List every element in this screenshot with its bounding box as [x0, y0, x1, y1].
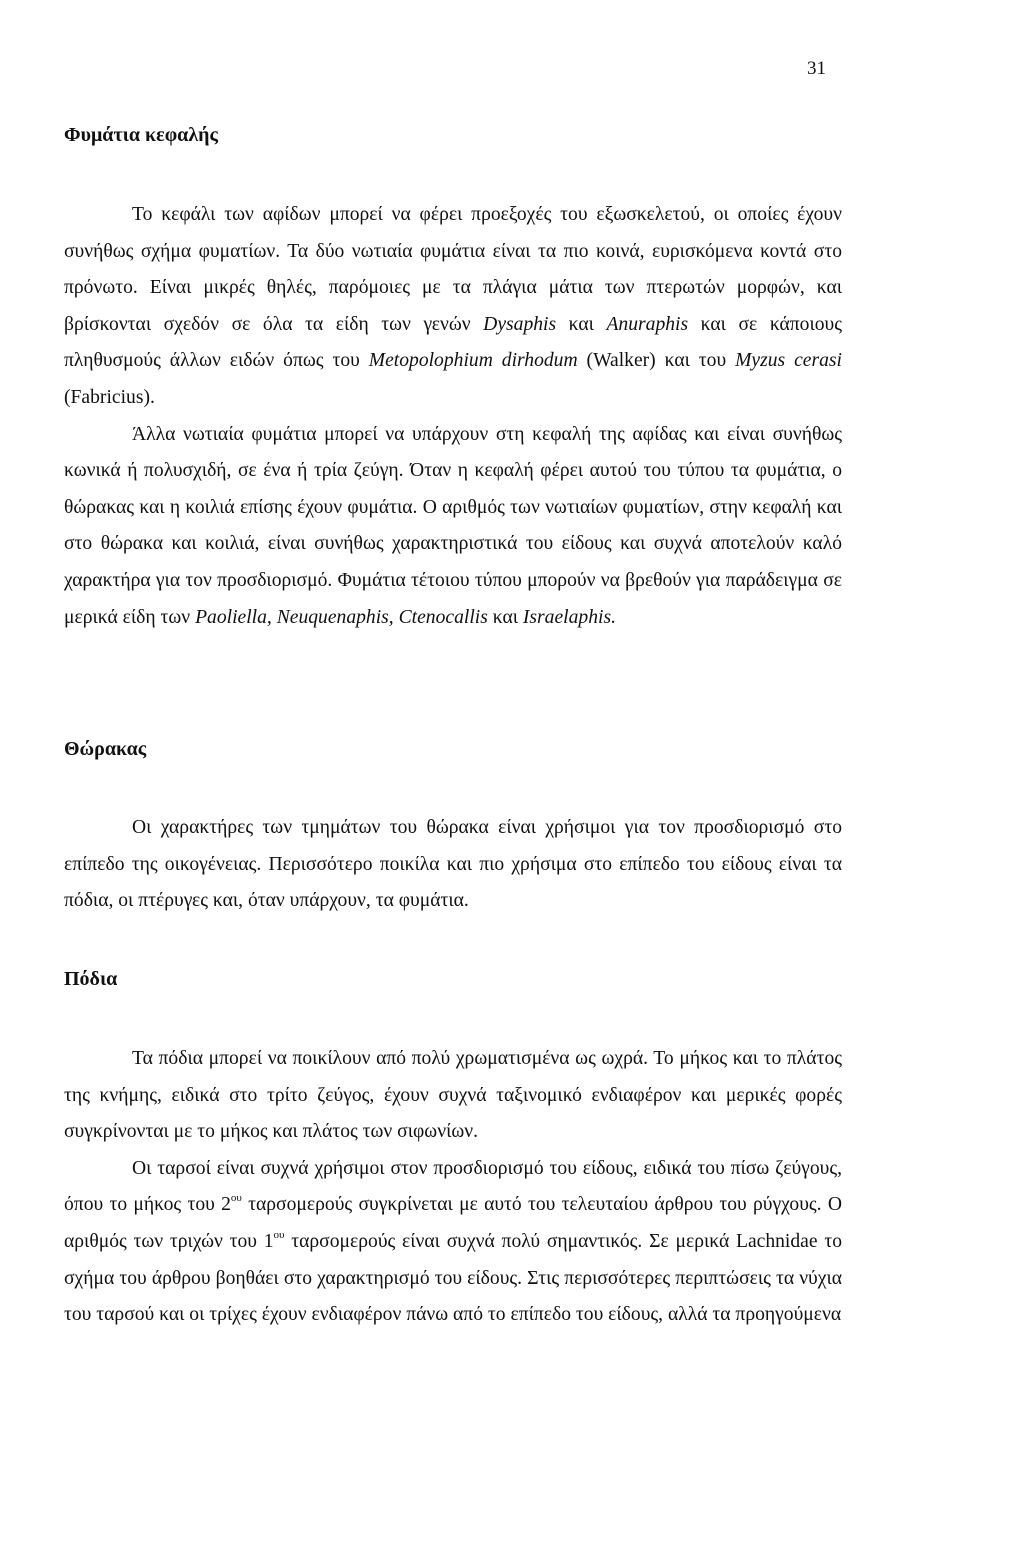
taxon-name: Metopolophium dirhodum: [368, 350, 578, 372]
text-run: και σε κάποιους πληθυσμούς άλλων ειδών όπως του: [64, 313, 842, 372]
paragraph: [64, 1151, 842, 1334]
text-run: Οι ταρσοί είναι συχνά χρήσιμοι στον προσδιορισμό του είδους, ειδικά του πίσω ζεύγους, όπου το μήκος του 2: [64, 1157, 842, 1216]
text-run: (Fabricius).: [64, 386, 155, 408]
taxon-name: Myzus cerasi: [735, 350, 842, 372]
section-body-head-tubercles: [64, 197, 842, 636]
paragraph: [64, 417, 842, 637]
section-title-thorax: Θώρακας: [64, 738, 147, 760]
page-number: 31: [807, 58, 826, 79]
text-run: (Walker) και του: [577, 350, 736, 372]
paragraph: [64, 810, 842, 920]
taxon-name: Paoliella, Neuquenaphis, Ctenocallis: [195, 606, 488, 628]
paragraph: [64, 1041, 842, 1151]
paragraph: [64, 197, 842, 417]
section-body-thorax: [64, 810, 842, 920]
text-run: και: [556, 313, 607, 335]
section-title-legs: Πόδια: [64, 968, 118, 990]
text-run: Άλλα νωτιαία φυμάτια μπορεί να υπάρχουν στη κεφαλή της αφίδας και είναι συνήθως κωνικά ή πολυσχιδή, σε ένα ή τρία ζεύγη. Όταν η κεφαλή φέρει αυτού του τύπου τα φυμάτια, ο θώρακας και η κοιλιά επίσης έχουν φυμάτια. Ο αριθμός των νωτιαίων φυματίων, στην κεφαλή και στο θώρακα και κοιλιά, είναι συνήθως χαρακτηριστικά του είδους και συχνά αποτελούν καλό χαρακτήρα για τον προσδιορισμό. Φυμάτια τέτοιου τύπου μπορούν να βρεθούν για παράδειγμα σε μερικά είδη των: [64, 423, 842, 628]
text-run: Οι χαρακτήρες των τμημάτων του θώρακα είναι χρήσιμοι για τον προσδιορισμό στο επίπεδο της οικογένειας. Περισσότερο ποικίλα και πιο χρήσιμα στο επίπεδο του είδους είναι τα πόδια, οι πτέρυγες και, όταν υπάρχουν, τα φυμάτια.: [64, 817, 842, 912]
ordinal-superscript: ου: [230, 1192, 242, 1205]
text-run: ταρσομερούς συγκρίνεται με αυτό του τελευταίου άρθρου του ρύγχους. Ο αριθμός των τριχών του 1: [64, 1194, 843, 1252]
taxon-name: Anuraphis: [606, 313, 689, 335]
text-run: ταρσομερούς είναι συχνά πολύ σημαντικός. Σε μερικά Lachnidae το σχήμα του άρθρου βοηθάει στο χαρακτηρισμό του είδους. Στις περισσότερες περιπτώσεις τα νύχια του ταρσού και οι τρίχες έχουν ενδιαφέρον πάνω από το επίπεδο του είδους, αλλά τα προηγούμενα: [64, 1230, 842, 1326]
taxon-name: Dysaphis: [483, 313, 557, 335]
text-run: Τα πόδια μπορεί να ποικίλουν από πολύ χρωματισμένα ως ωχρά. Το μήκος και το πλάτος της κνήμης, ειδικά στο τρίτο ζεύγος, έχουν συχνά ταξινομικό ενδιαφέρον και μερικές φορές συγκρίνονται με το μήκος και πλάτος των σιφωνίων.: [64, 1048, 842, 1143]
section-body-legs: [64, 1041, 842, 1334]
section-title-head-tubercles: Φυμάτια κεφαλής: [64, 124, 218, 146]
taxon-name: Israelaphis.: [522, 606, 616, 628]
ordinal-superscript: ου: [273, 1228, 285, 1241]
text-run: και: [487, 606, 523, 628]
text-run: Το κεφάλι των αφίδων μπορεί να φέρει προεξοχές του εξωσκελετού, οι οποίες έχουν συνήθως σχήμα φυματίων. Τα δύο νωτιαία φυμάτια είναι τα πιο κοινά, ευρισκόμενα κοντά στο πρόνωτο. Είναι μικρές θηλές, παρόμοιες με τα πλάγια μάτια των πτερωτών μορφών, και βρίσκονται σχεδόν σε όλα τα είδη των γενών: [64, 204, 842, 335]
